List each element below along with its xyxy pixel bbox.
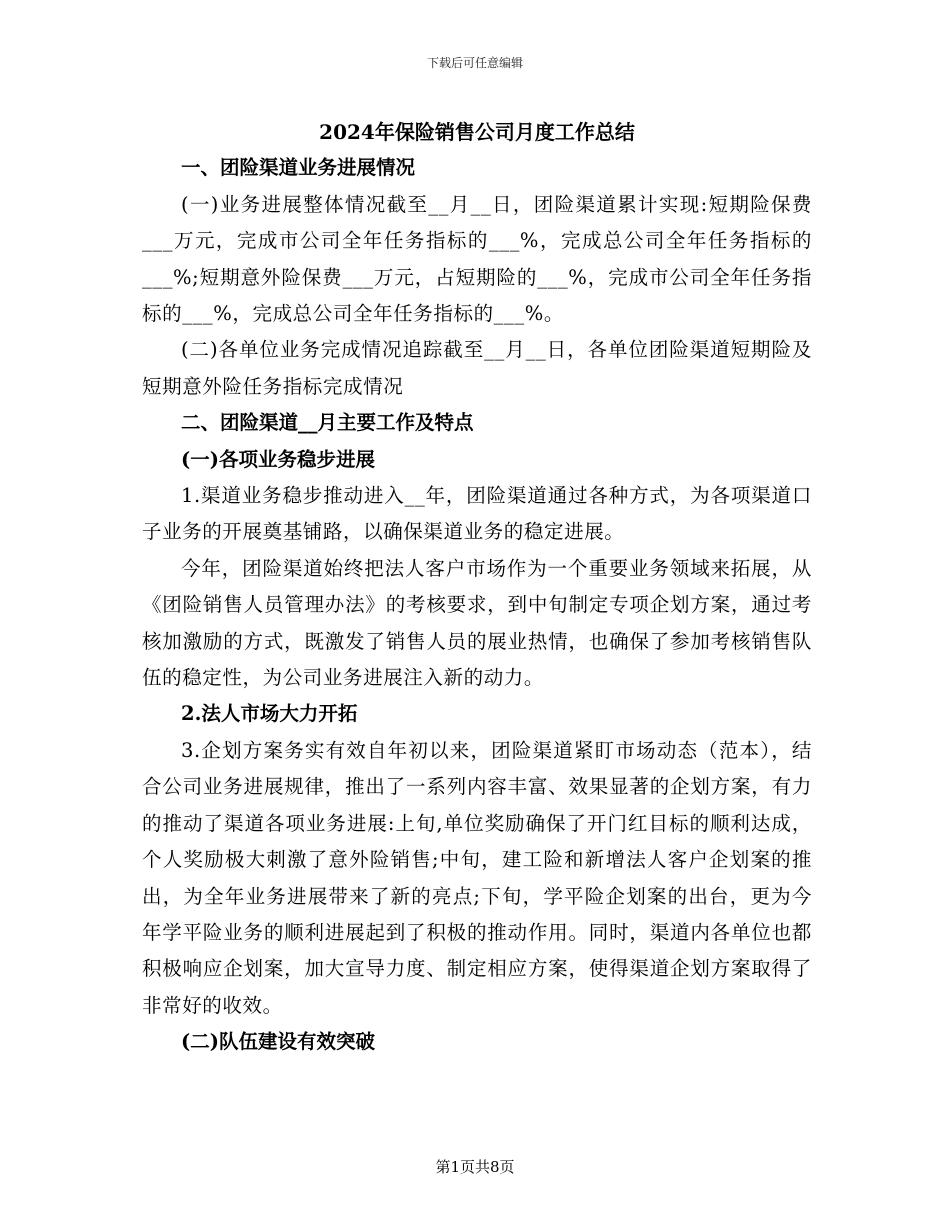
document-body [142, 114, 812, 1061]
paragraph-3: 1.渠道业务稳步推动进入__年，团险渠道通过各种方式，为各项渠道口子业务的开展奠基铺路，以确保渠道业务的稳定进展。 [142, 484, 812, 544]
subsection-heading-1: (一)各项业务稳步进展 [181, 447, 375, 471]
section-heading-2: 二、团险渠道__月主要工作及特点 [181, 411, 474, 435]
section-heading-1: 一、团险渠道业务进展情况 [181, 156, 416, 180]
paragraph-1: (一)业务进展整体情况截至__月__日，团险渠道累计实现:短期险保费___万元，完成市公司全年任务指标的___%，完成总公司全年任务指标的___%;短期意外险保费___万元，占短期险的___%，完成市公司全年任务指标的___%，完成总公司全年任务指标的___%。 [142, 192, 812, 326]
paragraph-2: (二)各单位业务完成情况追踪截至__月__日，各单位团险渠道短期险及短期意外险任务指标完成情况 [142, 338, 812, 398]
paragraph-4: 今年，团险渠道始终把法人客户市场作为一个重要业务领域来拓展，从《团险销售人员管理办法》的考核要求，到中旬制定专项企划方案，通过考核加激励的方式，既激发了销售人员的展业热情，也确保了参加考核销售队伍的稳定性，为公司业务进展注入新的动力。 [142, 556, 812, 690]
page-header: 下载后可任意编辑 [426, 56, 523, 70]
page-footer: 第1页共8页 [435, 1158, 515, 1176]
subsection-heading-2: 2.法人市场大力开拓 [181, 702, 358, 726]
document-title: 2024年保险销售公司月度工作总结 [319, 120, 635, 144]
paragraph-5: 3.企划方案务实有效自年初以来，团险渠道紧盯市场动态（范本），结合公司业务进展规律，推出了一系列内容丰富、效果显著的企划方案，有力的推动了渠道各项业务进展:上旬,单位奖励确保了开门红目标的顺利达成，个人奖励极大刺激了意外险销售;中旬，建工险和新增法人客户企划案的推出，为全年业务进展带来了新的亮点;下旬，学平险企划案的出台，更为今年学平险业务的顺利进展起到了积极的推动作用。同时，渠道内各单位也都积极响应企划案，加大宣导力度、制定相应方案，使得渠道企划方案取得了非常好的收效。 [142, 738, 812, 1017]
subsection-heading-3: (二)队伍建设有效突破 [181, 1030, 375, 1054]
